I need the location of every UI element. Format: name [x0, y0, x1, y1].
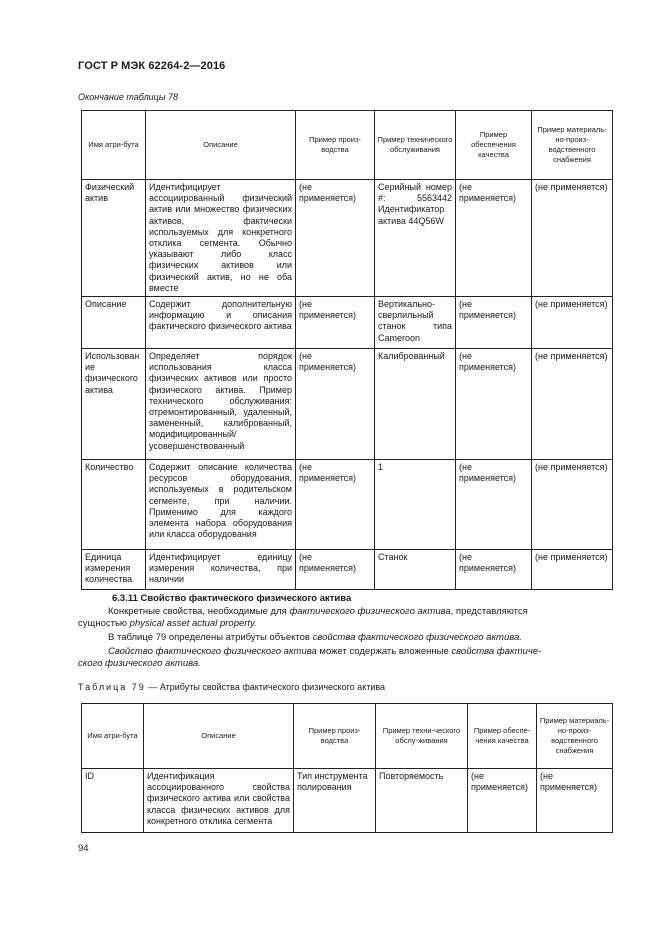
paragraph-2: В таблице 79 определены атрибуты объектов свойства фактического физического актива. [108, 632, 522, 643]
cell-material: (не применяется) [532, 180, 613, 297]
col-header-production: Пример произ-водства [296, 111, 375, 180]
table-header-row [82, 704, 613, 769]
col-header-maintenance: Пример технического обслуживания [375, 111, 456, 180]
col-header-production: Пример произ-водства [294, 704, 376, 769]
cell-description: Идентификация ассоциированного свойства физического актива или свойства класса физических активов для конкретного отклика сегмента [144, 769, 294, 833]
cell-production: (не применяется) [296, 180, 375, 297]
cell-name: Описание [82, 297, 146, 349]
cell-material: (не применяется) [532, 349, 613, 460]
cell-name: Единица измерения количества [82, 550, 146, 590]
cell-production: (не применяется) [296, 460, 375, 550]
paragraph-3: Свойство фактического физического актива может содержать вложенные свойства фактиче- [108, 646, 542, 657]
cell-description: Идентифицирует ассоциированный физический актив или множество физических активов, фактически используемых для конкретного отклика сегмента. Обычно указывают либо класс физических активов или физический актив, но не оба вместе [146, 180, 296, 297]
document-header: ГОСТ Р МЭК 62264-2—2016 [78, 60, 226, 72]
cell-maintenance: 1 [375, 460, 456, 550]
col-header-material: Пример материаль-но-произ-водственного снабжения [537, 704, 613, 769]
cell-description: Содержит описание количества ресурсов оборудования, используемых в родительском сегменте, при наличии. Применимо для каждого элемента набора оборудования или класса оборудования [146, 460, 296, 550]
paragraph-1-cont: сущностью physical asset actual property. [78, 618, 257, 629]
cell-production: (не применяется) [296, 297, 375, 349]
cell-description: Идентифицирует единицу измерения количества, при наличии [146, 550, 296, 590]
cell-maintenance: Станок [375, 550, 456, 590]
cell-quality: (не применяется) [456, 297, 532, 349]
cell-quality: (не применяется) [456, 550, 532, 590]
table-continuation-label: Окончание таблицы 78 [78, 92, 178, 102]
col-header-quality: Пример обеспе-чения качества [468, 704, 537, 769]
col-header-name: Имя атри-бута [82, 111, 146, 180]
table-row [82, 180, 613, 297]
cell-material: (не применяется) [537, 769, 613, 833]
table-row [82, 349, 613, 460]
page-number: 94 [78, 843, 89, 854]
col-header-description: Описание [144, 704, 294, 769]
cell-quality: (не применяется) [456, 180, 532, 297]
cell-material: (не применяется) [532, 460, 613, 550]
col-header-material: Пример материаль-но-произ-водственного снабжения [532, 111, 613, 180]
cell-quality: (не применяется) [456, 460, 532, 550]
cell-production: Тип инструмента полирования [294, 769, 376, 833]
table-78 [81, 110, 613, 590]
col-header-description: Описание [146, 111, 296, 180]
table-row [82, 550, 613, 590]
paragraph-3-cont: ского физического актива. [78, 658, 201, 669]
cell-name: Физический актив [82, 180, 146, 297]
table-row [82, 769, 613, 833]
cell-maintenance: Калиброванный [375, 349, 456, 460]
cell-name: ID [82, 769, 144, 833]
cell-production: (не применяется) [296, 550, 375, 590]
col-header-quality: Пример обеспечения качества [456, 111, 532, 180]
table-caption: Таблица 79 — Атрибуты свойства фактического физического актива [78, 682, 386, 692]
cell-description: Определяет порядок использования класса физических активов или просто физического актива. Пример технического обслуживания: отремонтированный, удаленный, замененный, калиброванный, модифицированный/усовершенствованный [146, 349, 296, 460]
cell-description: Содержит дополнительную информацию и описания фактического физического актива [146, 297, 296, 349]
table-79 [81, 703, 613, 833]
cell-production: (не применяется) [296, 349, 375, 460]
table-row [82, 297, 613, 349]
cell-maintenance: Вертикально-сверлильный станок типа Cameroon [375, 297, 456, 349]
cell-material: (не применяется) [532, 297, 613, 349]
table-header-row [82, 111, 613, 180]
cell-quality: (не применяется) [468, 769, 537, 833]
cell-maintenance: Повторяемость [376, 769, 468, 833]
cell-quality: (не применяется) [456, 349, 532, 460]
col-header-maintenance: Пример техни-ческого обслу-живания [376, 704, 468, 769]
cell-name: Количество [82, 460, 146, 550]
cell-material: (не применяется) [532, 550, 613, 590]
section-heading: 6.3.11 Свойство фактического физического актива [112, 593, 352, 604]
col-header-name: Имя атри-бута [82, 704, 144, 769]
cell-name: Использование физического актива [82, 349, 146, 460]
table-row [82, 460, 613, 550]
paragraph-1: Конкретные свойства, необходимые для фактического физического актива, представляются [108, 606, 528, 617]
cell-maintenance: Серийный номер #: 5563442 Идентификатор актива 44Q56W [375, 180, 456, 297]
